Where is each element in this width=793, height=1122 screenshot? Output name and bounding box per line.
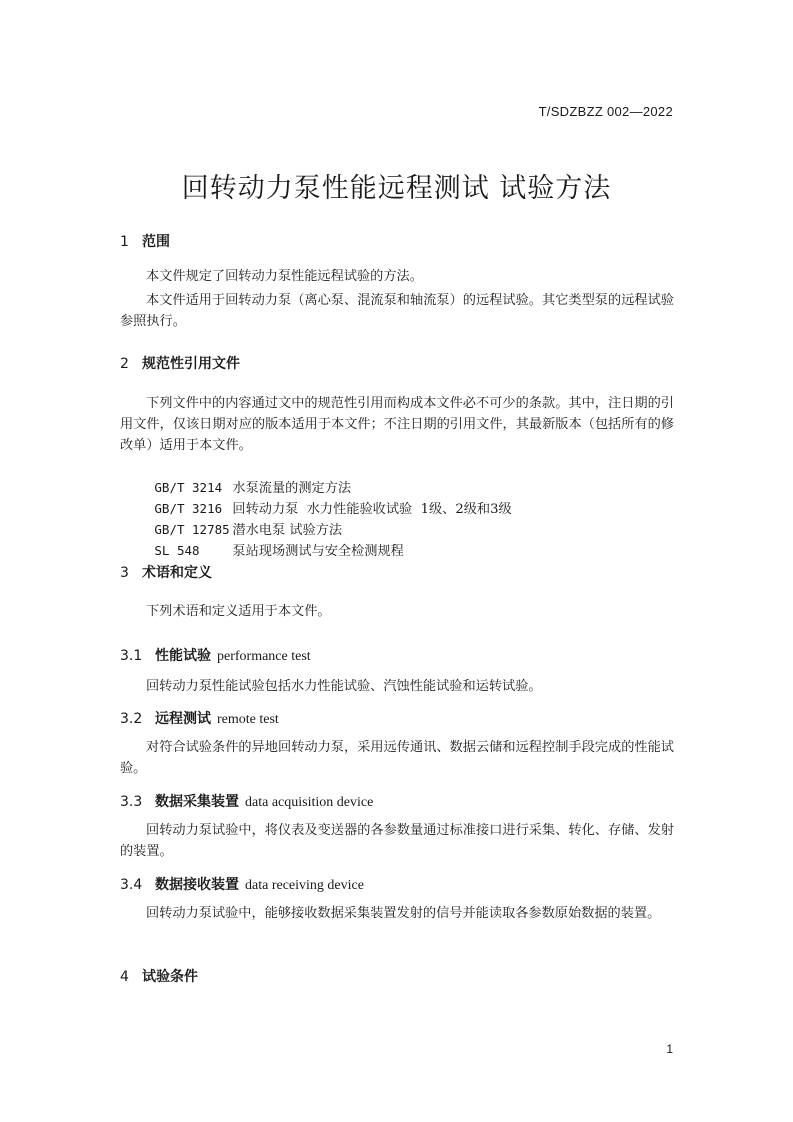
- reference-code: GB/T 3214: [154, 480, 223, 495]
- term-name-zh: 数据接收装置: [155, 877, 239, 893]
- term-name-en: data acquisition device: [245, 795, 374, 810]
- section-4-heading: [120, 966, 198, 986]
- section-1-paragraph-1: 本文件规定了回转动力泵性能远程试验的方法。: [146, 269, 423, 284]
- section-number: 4: [120, 969, 129, 985]
- section-title: 范围: [142, 234, 170, 250]
- reference-code: SL 548: [154, 543, 200, 558]
- reference-name: 回转动力泵 水力性能验收试验 1级、2级和3级: [232, 502, 512, 517]
- term-name-en: remote test: [217, 712, 279, 727]
- section-title: 术语和定义: [142, 565, 212, 581]
- term-number: 3.1: [120, 648, 143, 664]
- section-3-heading: [120, 562, 212, 582]
- section-title: 规范性引用文件: [142, 356, 240, 372]
- reference-name: 水泵流量的测定方法: [232, 481, 352, 496]
- reference-code: GB/T 12785: [154, 522, 230, 537]
- section-2-heading: [120, 353, 240, 373]
- reference-code: GB/T 3216: [154, 501, 223, 516]
- document-title: 回转动力泵性能远程测试 试验方法: [181, 173, 612, 204]
- section-number: 1: [120, 234, 129, 250]
- term-number: 3.3: [120, 794, 143, 810]
- term-3-3-definition: 回转动力泵试验中，将仪表及变送器的各参数量通过标准接口进行采集、转化、存储、发射的装置。: [120, 823, 674, 859]
- term-name-en: performance test: [217, 649, 311, 664]
- section-3-intro: 下列术语和定义适用于本文件。: [146, 604, 331, 619]
- section-1-heading: [120, 231, 170, 251]
- reference-item: [146, 519, 404, 562]
- term-3-4-definition: 回转动力泵试验中，能够接收数据采集装置发射的信号并能读取各参数原始数据的装置。: [146, 906, 661, 921]
- term-name-zh: 远程测试: [155, 711, 211, 727]
- term-3-1-definition: 回转动力泵性能试验包括水力性能试验、汽蚀性能试验和运转试验。: [146, 679, 542, 694]
- reference-name: 潜水电泵 试验方法: [232, 523, 343, 538]
- reference-name: 泵站现场测试与安全检测规程: [232, 544, 404, 559]
- section-number: 2: [120, 356, 129, 372]
- term-name-zh: 性能试验: [155, 648, 211, 664]
- section-number: 3: [120, 565, 129, 581]
- section-title: 试验条件: [142, 969, 198, 985]
- term-name-en: data receiving device: [245, 878, 364, 893]
- term-3-4-heading: [120, 874, 364, 894]
- term-3-1-heading: [120, 645, 311, 665]
- section-2-intro: 下列文件中的内容通过文中的规范性引用而构成本文件必不可少的条款。其中，注日期的引用文件，仅该日期对应的版本适用于本文件；不注日期的引用文件，其最新版本（包括所有的修改单）适用于本文件。: [120, 396, 674, 453]
- page-number: 1: [666, 1042, 673, 1056]
- term-3-2-heading: [120, 708, 279, 728]
- term-3-3-heading: [120, 791, 373, 811]
- section-1-paragraph-2: 本文件适用于回转动力泵（离心泵、混流泵和轴流泵）的远程试验。其它类型泵的远程试验参照执行。: [120, 293, 674, 329]
- term-3-2-definition: 对符合试验条件的异地回转动力泵，采用远传通讯、数据云储和远程控制手段完成的性能试验。: [120, 740, 674, 776]
- term-number: 3.2: [120, 711, 143, 727]
- term-number: 3.4: [120, 877, 143, 893]
- term-name-zh: 数据采集装置: [155, 794, 239, 810]
- standard-number: T/SDZBZZ 002—2022: [538, 104, 673, 119]
